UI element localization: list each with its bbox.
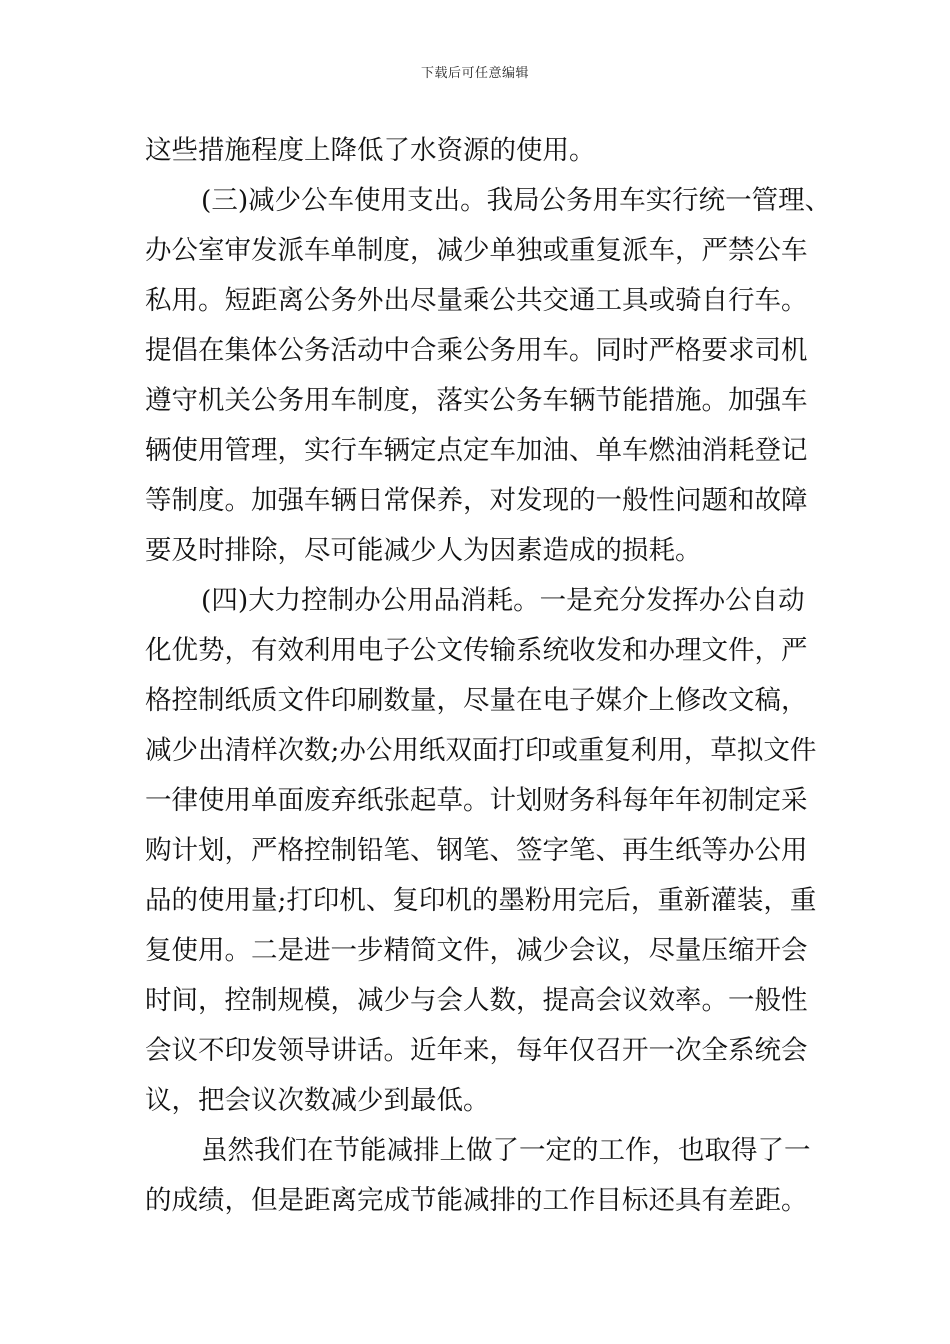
text-line: 要及时排除，尽可能减少人为因素造成的损耗。 [145, 535, 702, 566]
text-line: (三)减少公车使用支出。我局公务用车实行统一管理、 [201, 185, 832, 216]
text-line: 化优势，有效利用电子公文传输系统收发和办理文件，严 [145, 635, 808, 666]
text-line: 的成绩，但是距离完成节能减排的工作目标还具有差距。 [145, 1185, 808, 1216]
text-line: 减少出清样次数;办公用纸双面打印或重复利用，草拟文件 [145, 735, 817, 766]
text-line: (四)大力控制办公用品消耗。一是充分发挥办公自动 [201, 585, 805, 616]
text-line: 一律使用单面废弃纸张起草。计划财务科每年年初制定采 [145, 785, 808, 816]
text-line: 辆使用管理，实行车辆定点定车加油、单车燃油消耗登记 [145, 435, 808, 466]
text-line: 购计划，严格控制铅笔、钢笔、签字笔、再生纸等办公用 [145, 835, 808, 866]
text-line: 提倡在集体公务活动中合乘公务用车。同时严格要求司机 [145, 335, 808, 366]
text-line: 格控制纸质文件印刷数量，尽量在电子媒介上修改文稿， [145, 685, 808, 716]
text-line: 会议不印发领导讲话。近年来，每年仅召开一次全系统会 [145, 1035, 808, 1066]
page-header: 下载后可任意编辑 [420, 66, 529, 81]
text-line: 私用。短距离公务外出尽量乘公共交通工具或骑自行车。 [145, 285, 808, 316]
text-line: 虽然我们在节能减排上做了一定的工作，也取得了一 [201, 1135, 811, 1166]
text-line: 复使用。二是进一步精简文件，减少会议，尽量压缩开会 [145, 935, 808, 966]
text-line: 议，把会议次数减少到最低。 [145, 1085, 490, 1116]
text-line: 办公室审发派车单制度，减少单独或重复派车，严禁公车 [145, 235, 808, 266]
document-body [145, 126, 832, 1226]
text-line: 时间，控制规模，减少与会人数，提高会议效率。一般性 [145, 985, 808, 1016]
text-line: 这些措施程度上降低了水资源的使用。 [145, 135, 596, 166]
text-line: 等制度。加强车辆日常保养，对发现的一般性问题和故障 [145, 485, 808, 516]
text-line: 遵守机关公务用车制度，落实公务车辆节能措施。加强车 [145, 385, 808, 416]
text-line: 品的使用量;打印机、复印机的墨粉用完后，重新灌装，重 [145, 885, 817, 916]
